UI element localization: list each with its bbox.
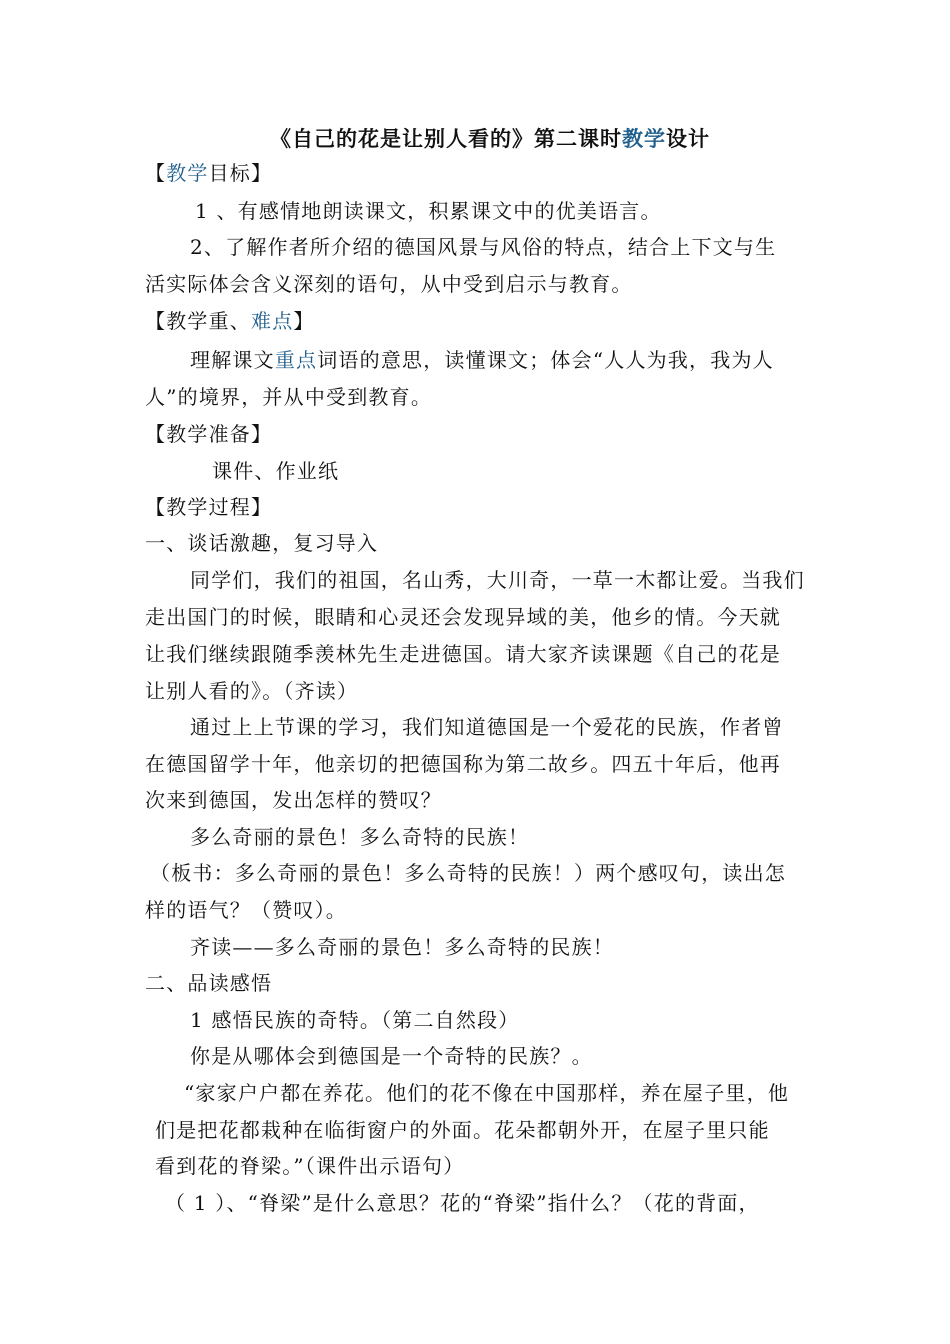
process-heading: 【教学过程】	[145, 495, 273, 519]
goal-2-line-1: 2、了解作者所介绍的德国风景与风俗的特点，结合上下文与生	[190, 235, 777, 259]
bracket-open: 【	[145, 161, 167, 185]
para-1-line-3: 让我们继续跟随季羡林先生走进德国。请大家齐读课题《自己的花是	[145, 642, 781, 666]
title-highlight: 教学	[622, 126, 666, 151]
goal-2-line-2: 活实际体会含义深刻的语句，从中受到启示与教育。	[145, 272, 633, 296]
key-points-line-1	[190, 345, 774, 375]
title-text: 《自己的花是让别人看的》第二课时	[270, 126, 622, 151]
section-1-title: 一、谈话激趣，复习导入	[145, 531, 379, 555]
key-line-rest: 词语的意思，读懂课文；体会“人人为我，我为人	[317, 348, 774, 372]
prep-text: 课件、作业纸	[212, 459, 340, 483]
section-2-title: 二、品读感悟	[145, 971, 273, 995]
quote-line-3: 看到花的脊梁。”（课件出示语句）	[155, 1154, 465, 1178]
key-line-text: 理解课文	[190, 348, 275, 372]
section-2-line-2: 你是从哪体会到德国是一个奇特的民族？。	[190, 1044, 593, 1068]
para-2-line-1: 通过上上节课的学习，我们知道德国是一个爱花的民族，作者曾	[190, 715, 784, 739]
key-points-heading	[145, 306, 315, 336]
section-2-line-1: 1 感悟民族的奇特。（第二自然段）	[190, 1008, 520, 1032]
para-2-line-3: 次来到德国，发出怎样的赞叹？	[145, 788, 442, 812]
key-heading-highlight: 难点	[251, 309, 294, 333]
goals-heading	[145, 158, 272, 188]
para-4-line-2: 样的语气？（赞叹）。	[145, 898, 347, 922]
quote-line-2: 们是把花都栽种在临街窗户的外面。花朵都朝外开，在屋子里只能	[155, 1118, 770, 1142]
goals-heading-rest: 目标】	[208, 161, 273, 185]
prep-heading: 【教学准备】	[145, 422, 273, 446]
key-heading-text: 【教学重、	[145, 309, 251, 333]
para-4-line-1: （板书：多么奇丽的景色！多么奇特的民族！）两个感叹句，读出怎	[150, 861, 786, 885]
goals-heading-highlight: 教学	[166, 161, 209, 185]
para-2-line-2: 在德国留学十年，他亲切的把德国称为第二故乡。四五十年后，他再	[145, 752, 781, 776]
key-points-line-2: 人”的境界，并从中受到教育。	[145, 385, 433, 409]
para-3: 多么奇丽的景色！多么奇特的民族！	[190, 825, 530, 849]
para-1-line-2: 走出国门的时候，眼睛和心灵还会发现异域的美，他乡的情。今天就	[145, 605, 781, 629]
para-1-line-1: 同学们，我们的祖国，名山秀，大川奇，一草一木都让爱。当我们	[190, 568, 805, 592]
key-line-highlight: 重点	[274, 348, 318, 372]
goal-1: 1 、有感情地朗读课文，积累课文中的优美语言。	[195, 199, 662, 223]
title-suffix: 设计	[666, 126, 710, 151]
key-heading-close: 】	[293, 309, 315, 333]
page-title	[270, 124, 710, 154]
quote-line-1: “家家户户都在养花。他们的花不像在中国那样，养在屋子里，他	[184, 1081, 790, 1105]
question-line-1: （ 1 ）、“脊梁”是什么意思？花的“脊梁”指什么？（花的背面，	[165, 1191, 760, 1215]
para-5: 齐读——多么奇丽的景色！多么奇特的民族！	[190, 935, 614, 959]
para-1-line-4: 让别人看的》。（齐读）	[145, 679, 359, 703]
